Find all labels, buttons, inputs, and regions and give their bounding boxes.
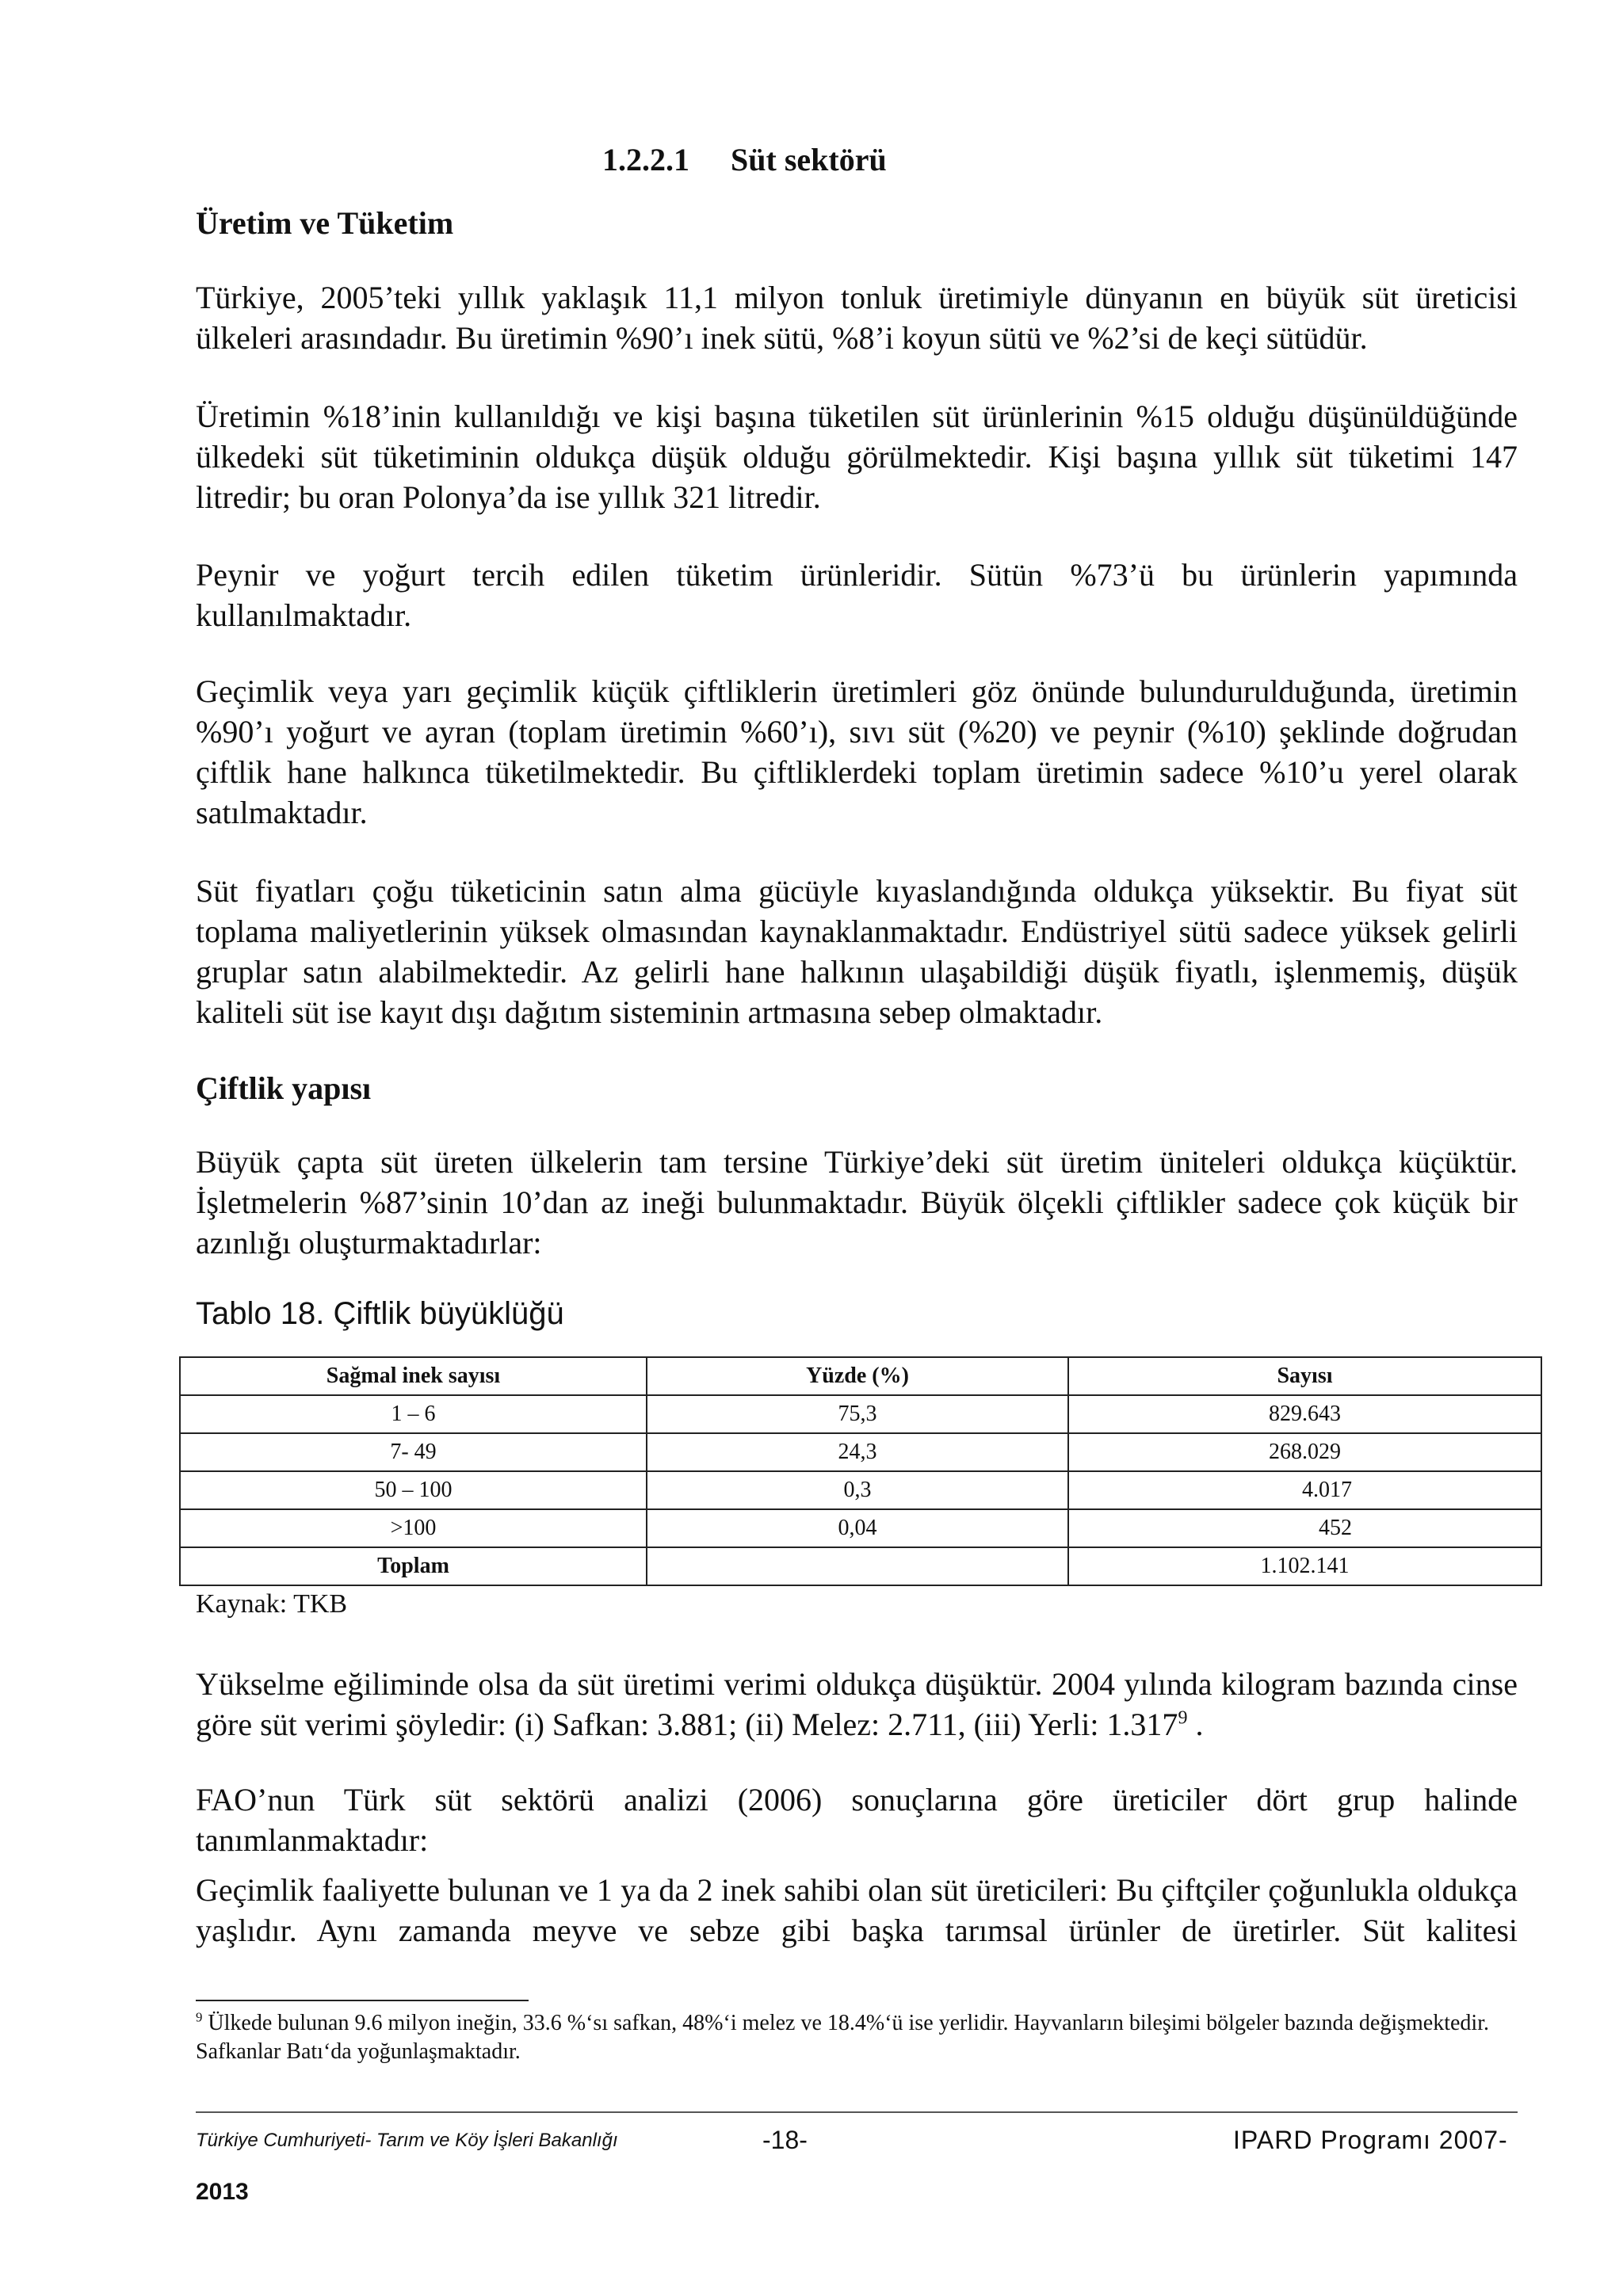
table-cell: 1.102.141 xyxy=(1068,1547,1541,1585)
table-source: Kaynak: TKB xyxy=(196,1589,348,1619)
paragraph-milk-yield xyxy=(196,1664,1518,1745)
paragraph-farm-structure: Büyük çapta süt üreten ülkelerin tam tersine Türkiye’deki süt üretim üniteleri oldukça küçüktür. İşletmelerin %87’sinin 10’dan az ineği bulunmaktadır. Büyük ölçekli çiftlikler sadece çok küçük bir azınlığı oluşturmaktadırlar: xyxy=(196,1144,1518,1261)
table-row xyxy=(180,1471,1541,1509)
footer-divider xyxy=(196,2111,1518,2113)
table-cell: >100 xyxy=(180,1509,647,1547)
section-number: 1.2.2.1 xyxy=(602,142,689,177)
table-cell: 0,04 xyxy=(647,1509,1068,1547)
paragraph-subsistence-producers: Geçimlik faaliyette bulunan ve 1 ya da 2 inek sahibi olan süt üreticileri: Bu çiftçiler çoğunlukla oldukça yaşlıdır. Aynı zamanda meyve ve sebze gibi başka tarımsal ürünler de üretirler. Süt kalitesi xyxy=(196,1872,1518,1948)
milk-yield-end: . xyxy=(1187,1707,1204,1742)
footnote-separator xyxy=(196,2000,529,2001)
paragraph-fao-analysis: FAO’nun Türk süt sektörü analizi (2006) sonuçlarına göre üreticiler dört grup halinde tanımlanmaktadır: xyxy=(196,1782,1518,1858)
table-cell: 24,3 xyxy=(647,1433,1068,1471)
table-row xyxy=(180,1433,1541,1471)
paragraph-production: Türkiye, 2005’teki yıllık yaklaşık 11,1 milyon tonluk üretimiyle dünyanın en büyük süt üreticisi ülkeleri arasındadır. Bu üretimin %90’ı inek sütü, %8’i koyun sütü ve %2’si de keçi sütüdür. xyxy=(196,280,1518,356)
table-cell: 7- 49 xyxy=(180,1433,647,1471)
table-cell: 4.017 xyxy=(1068,1471,1541,1509)
table-row xyxy=(180,1395,1541,1433)
paragraph-milk-prices: Süt fiyatları çoğu tüketicinin satın alma gücüyle kıyaslandığında oldukça yüksektir. Bu fiyat süt toplama maliyetlerinin yüksek olmasından kaynaklanmaktadır. Endüstriyel sütü sadece yüksek gelirli gruplar satın alabilmektedir. Az gelirli hane halkının ulaşabildiği düşük fiyatlı, işlenmemiş, düşük kaliteli süt ise kayıt dışı dağıtım sisteminin artmasına sebep olmaktadır. xyxy=(196,873,1518,1030)
table-cell: Toplam xyxy=(180,1547,647,1585)
column-header: Yüzde (%) xyxy=(647,1357,1068,1395)
table-cell: 50 – 100 xyxy=(180,1471,647,1509)
column-header: Sayısı xyxy=(1068,1357,1541,1395)
paragraph-subsistence-farms: Geçimlik veya yarı geçimlik küçük çiftliklerin üretimleri göz önünde bulundurulduğunda, üretimin %90’ı yoğurt ve ayran (toplam üretimin %60’ı), sıvı süt (%20) ve peynir (%10) şeklinde doğrudan çiftlik hane halkınca tüketilmektedir. Bu çiftliklerdeki toplam üretimin sadece %10’u yerel olarak satılmaktadır. xyxy=(196,673,1518,830)
table-cell: 0,3 xyxy=(647,1471,1068,1509)
table-header-row xyxy=(180,1357,1541,1395)
footnote-marker: 9 xyxy=(196,2009,203,2025)
footnote xyxy=(196,2009,1518,2066)
footer-page-number: -18- xyxy=(762,2126,808,2154)
table-cell xyxy=(647,1547,1068,1585)
subheading-production: Üretim ve Tüketim xyxy=(196,205,454,241)
footnote-reference: 9 xyxy=(1178,1707,1188,1729)
table-total-row xyxy=(180,1547,1541,1585)
table-row xyxy=(180,1509,1541,1547)
footnote-text: Ülkede bulunan 9.6 milyon ineğin, 33.6 %‘sı safkan, 48%‘i melez ve 18.4%‘ü ise yerlidir. Hayvanların bileşimi bölgeler bazında değişmektedir. Safkanlar Batı‘da yoğunlaşmaktadır. xyxy=(196,2011,1489,2064)
paragraph-consumption: Üretimin %18’inin kullanıldığı ve kişi başına tüketilen süt ürünlerinin %15 olduğu düşünüldüğünde ülkedeki süt tüketiminin oldukça düşük olduğu görülmektedir. Kişi başına yıllık süt tüketimi 147 litredir; bu oran Polonya’da ise yıllık 321 litredir. xyxy=(196,399,1518,515)
table-cell: 75,3 xyxy=(647,1395,1068,1433)
section-title: Süt sektörü xyxy=(731,142,887,177)
table-caption: Tablo 18. Çiftlik büyüklüğü xyxy=(196,1296,564,1331)
footer-ministry: Türkiye Cumhuriyeti- Tarım ve Köy İşleri Bakanlığı xyxy=(196,2130,618,2151)
subheading-farm-structure: Çiftlik yapısı xyxy=(196,1070,372,1106)
column-header: Sağmal inek sayısı xyxy=(180,1357,647,1395)
table-cell: 829.643 xyxy=(1068,1395,1541,1433)
table-cell: 452 xyxy=(1068,1509,1541,1547)
farm-size-table xyxy=(179,1356,1542,1586)
table-cell: 1 – 6 xyxy=(180,1395,647,1433)
milk-yield-text: Yükselme eğiliminde olsa da süt üretimi verimi oldukça düşüktür. 2004 yılında kilogram bazında cinse göre süt verimi şöyledir: (i) Safkan: 3.881; (ii) Melez: 2.711, (iii) Yerli: 1.317 xyxy=(196,1666,1518,1742)
paragraph-cheese-yogurt: Peynir ve yoğurt tercih edilen tüketim ürünleridir. Sütün %73’ü bu ürünlerin yapımında kullanılmaktadır. xyxy=(196,557,1518,633)
table-cell: 268.029 xyxy=(1068,1433,1541,1471)
footer-program: IPARD Programı 2007- xyxy=(1233,2126,1508,2154)
section-heading xyxy=(602,141,887,178)
footer-year: 2013 xyxy=(196,2179,249,2205)
